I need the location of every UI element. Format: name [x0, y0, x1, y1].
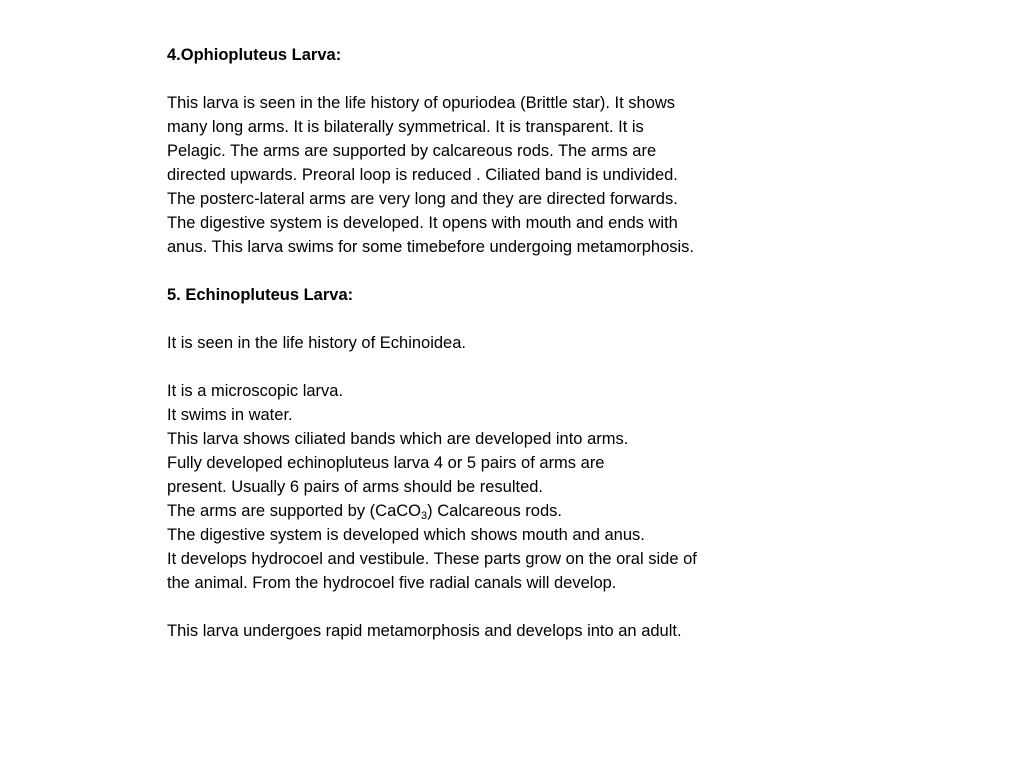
echinopluteus-line: Fully developed echinopluteus larva 4 or 5 pairs of arms are	[167, 454, 605, 472]
echinopluteus-intro: It is seen in the life history of Echinoidea.	[167, 334, 466, 352]
echinopluteus-line: It develops hydrocoel and vestibule. These parts grow on the oral side of	[167, 550, 697, 568]
text-body	[167, 43, 767, 643]
caco3-before: The arms are supported by (CaCO	[167, 502, 422, 520]
echinopluteus-line: the animal. From the hydrocoel five radial canals will develop.	[167, 574, 617, 592]
caco3-after: ) Calcareous rods.	[427, 502, 562, 520]
ophiopluteus-heading: 4.Ophiopluteus Larva:	[167, 46, 342, 64]
ophiopluteus-paragraph-line: Pelagic. The arms are supported by calcareous rods. The arms are	[167, 142, 657, 160]
ophiopluteus-paragraph-line: anus. This larva swims for some timebefore undergoing metamorphosis.	[167, 238, 695, 256]
echinopluteus-line: It swims in water.	[167, 406, 293, 424]
ophiopluteus-paragraph-line: many long arms. It is bilaterally symmetrical. It is transparent. It is	[167, 118, 644, 136]
spacer	[167, 355, 767, 379]
echinopluteus-line: This larva shows ciliated bands which are developed into arms.	[167, 430, 629, 448]
echinopluteus-line: The digestive system is developed which shows mouth and anus.	[167, 526, 645, 544]
caco3-subscript: 3	[421, 510, 428, 522]
ophiopluteus-paragraph-line: The digestive system is developed. It opens with mouth and ends with	[167, 214, 678, 232]
spacer	[167, 259, 767, 283]
ophiopluteus-paragraph-line: This larva is seen in the life history of opuriodea (Brittle star). It shows	[167, 94, 676, 112]
echinopluteus-closing: This larva undergoes rapid metamorphosis and develops into an adult.	[167, 622, 682, 640]
spacer	[167, 67, 767, 91]
spacer	[167, 307, 767, 331]
ophiopluteus-paragraph-line: The posterc-lateral arms are very long and they are directed forwards.	[167, 190, 678, 208]
echinopluteus-heading: 5. Echinopluteus Larva:	[167, 286, 354, 304]
spacer	[167, 595, 767, 619]
caco3-line	[167, 499, 767, 523]
echinopluteus-line: It is a microscopic larva.	[167, 382, 344, 400]
echinopluteus-line: present. Usually 6 pairs of arms should be resulted.	[167, 478, 544, 496]
ophiopluteus-paragraph-line: directed upwards. Preoral loop is reduced . Ciliated band is undivided.	[167, 166, 678, 184]
